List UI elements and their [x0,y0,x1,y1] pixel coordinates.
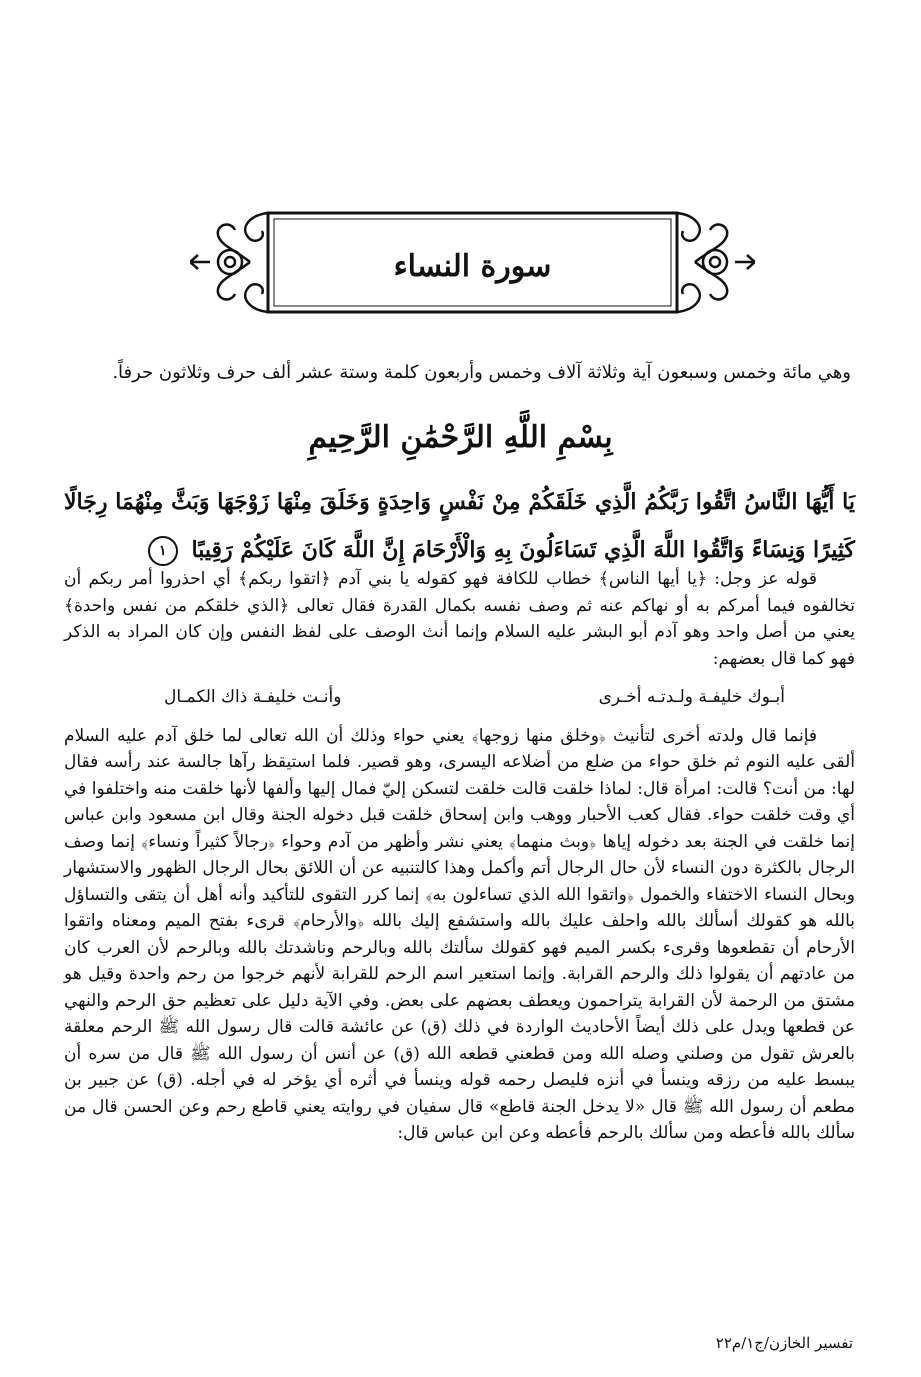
quran-verse [64,478,855,574]
page-footer: تفسير الخازن/ج١/م٢٢ [715,1334,853,1352]
verse-number-marker: ١ [148,536,178,566]
verse-text: يَا أَيُّهَا النَّاسُ اتَّقُوا رَبَّكُمُ الَّذِي خَلَقَكُمْ مِنْ نَفْسٍ وَاحِدَةٍ وَخَلَقَ مِنْهَا زَوْجَهَا وَبَثَّ مِنْهُمَا رِجَالًا كَثِيرًا وَنِسَاءً وَاتَّقُوا اللَّهَ الَّذِي تَسَاءَلُونَ بِهِ وَالْأَرْحَامَ إِنَّ اللَّهَ كَانَ عَلَيْكُمْ رَقِيبًا [64,489,855,563]
basmala: بِسْمِ اللَّهِ الرَّحْمَٰنِ الرَّحِيمِ [308,420,613,455]
surah-title: سورة النساء [393,249,552,284]
surah-header-banner [190,205,755,320]
paragraph: فإنما قال ولدته أخرى لتأنيث ﴿وخلق منها زوجها﴾ يعني حواء وذلك أن الله تعالى لما خلق آدم عليه السلام ألقى عليه النوم ثم خلق حواء من ضلع من أضلاعه اليسرى، وهو قصير. فلما استيقظ رآها جالسة عند رأسه فقال لها: من أنت؟ قالت: امرأة قال: لماذا خلقت قالت خلقت لتسكن إليّ فمال إليها وألفها لأنها خلقت منه واختلفوا في أي وقت خلقت حواء. فقال كعب الأحبار ووهب وابن إسحاق خلقت قبل دخوله الجنة وقال ابن مسعود وابن عباس إنما خلقت في الجنة بعد دخوله إياها ﴿وبث منهما﴾ يعني نشر وأظهر من آدم وحواء ﴿رجالاً كثيراً ونساء﴾ إنما وصف الرجال بالكثرة دون النساء لأن حال الرجال أتم وأكمل وهذا كالتنبيه عن أن اللائق بحال الرجال الظهور والاستشهار وبحال النساء الاختفاء والخمول ﴿واتقوا الله الذي تساءلون به﴾ إنما كرر التقوى للتأكيد وأنه أهل أن يتقى والتساؤل بالله هو كقولك أسألك بالله واحلف عليك بالله واستشفع إليك بالله ﴿والأرحام﴾ قرىء بفتح الميم ومعناه واتقوا الأرحام أن تقطعوها وقرىء بكسر الميم فهو كقولك سألتك بالله وبالرحم وناشدتك بالله وبالرحم لأن العرب كان من عادتهم أن يقولوا ذلك والرحم القرابة. وإنما استعير اسم الرحم للقرابة لأنهم خرجوا من رحم واحدة وقيل هو مشتق من الرحمة لأن القرابة يتراحمون ويعطف بعضهم على بعض. وفي الآية دليل على تعظيم حق الرحم والنهي عن قطعها ويدل على ذلك أيضاً الأحاديث الواردة في ذلك (ق) عن عائشة قالت قال رسول الله ﷺ الرحم معلقة بالعرش تقول من وصلني وصله الله ومن قطعني قطعه الله (ق) عن أنس أن رسول الله ﷺ قال من سره أن يبسط عليه من رزقه وينسأ في أنزه فليصل رحمه قوله وينسأ في أثره أي يؤخر له في أجله. (ق) عن جبير بن مطعم أن رسول الله ﷺ قال «لا يدخل الجنة قاطع» قال سفيان في روايته يعني قاطع رحم وعن الحسن قال من سألك بالله فأعطه ومن سألك بالرحم فأعطه وعن ابن عباس قال: [64,725,855,1143]
tafsir-commentary [64,566,855,1147]
poem-hemistich-right: أبـوك خليفـة ولـدتـه أخـرى [598,687,785,707]
poem-verse [64,672,855,723]
poem-hemistich-left: وأنـت خليفـة ذاك الكمـال [164,687,342,707]
paragraph: قوله عز وجل: ﴿يا أيها الناس﴾ خطاب للكافة فهو كقوله يا بني آدم ﴿اتقوا ربكم﴾ أي احذروا أمر ربكم أن تخالفوه فيما أمركم به أو نهاكم عنه ثم وصف نفسه بكمال القدرة فقال تعالى ﴿الذي خلقكم من نفس واحدة﴾ يعني من أصل واحد وهو آدم أبو البشر عليه السلام وإنما أنث الوصف على لفظ النفس وإن كان المراد به الذكر فهو كما قال بعضهم: [64,569,855,669]
surah-intro: وهي مائة وخمس وسبعون آية وثلاثة آلاف وخمس وأربعون كلمة وستة عشر ألف حرف وثلاثون حرفاً. [112,362,851,383]
